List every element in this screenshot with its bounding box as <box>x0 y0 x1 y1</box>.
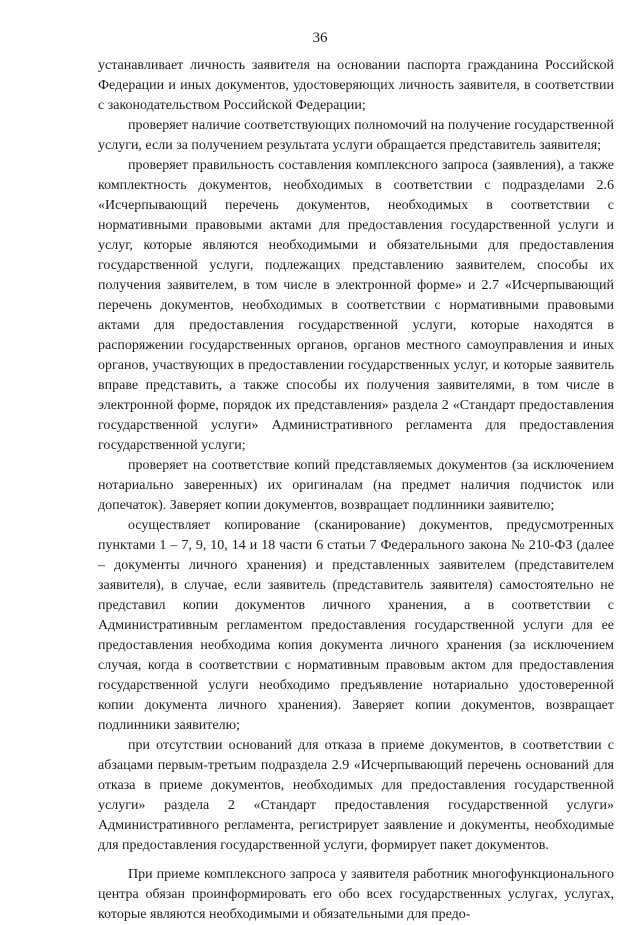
paragraph-copies-check: проверяет на соответствие копий представляемых документов (за исключением нотариально заверенных) их оригиналам (на предмет наличия подчисток или допечаток). Заверяет копии документов, возвращает подлинники заявителю; <box>98 458 614 513</box>
paragraph-mfc-informing: При приеме комплексного запроса у заявителя работник многофункционального центра обязан проинформировать его обо всех государственных услугах, услугах, которые являются необходимыми и обязательными для предо- <box>98 867 614 922</box>
paragraph-identity-check: устанавливает личность заявителя на основании паспорта гражданина Российской Федерации и иных документов, удостоверяющих личность заявителя, в соответствии с законодательством Российской Федерации; <box>98 58 614 113</box>
page-number: 36 <box>312 30 328 46</box>
paragraph-scanning: осуществляет копирование (сканирование) документов, предусмотренных пунктами 1 – 7, 9, 10, 14 и 18 части 6 статьи 7 Федерального закона № 210-ФЗ (далее – документы личного хранения) и представленных заявителем (представителем заявителя), в случае, если заявитель (представитель заявителя) самостоятельно не представил копии документов личного хранения, а в соответствии с Административным регламентом предоставления государственной услуги для ее предоставления необходима копия документа личного хранения (за исключением случая, когда в соответствии с нормативным правовым актом для предоставления государственной услуги необходимо предъявление нотариально удостоверенной копии документа личного хранения). Заверяет копии документов, возвращает подлинники заявителю; <box>98 518 614 733</box>
paragraph-request-check: проверяет правильность составления комплексного запроса (заявления), а также комплектность документов, необходимых в соответствии с подразделами 2.6 «Исчерпывающий перечень документов, необходимых в соответствии с нормативными правовыми актами для предоставления государственной услуги и услуг, которые являются необходимыми и обязательными для предоставления государственной услуги, подлежащих представлению заявителем, способы их получения заявителем, в том числе в электронной форме» и 2.7 «Исчерпывающий перечень документов, необходимых в соответствии с нормативными правовыми актами для предоставления государственной услуги, которые находятся в распоряжении государственных органов, органов местного самоуправления и иных органов, участвующих в предоставлении государственных услуг, и которые заявитель вправе представить, а также способы их получения заявителями, в том числе в электронной форме, порядок их представления» раздела 2 «Стандарт предоставления государственной услуги» Административного регламента для предоставления государственной услуги; <box>98 158 614 453</box>
paragraph-authority-check: проверяет наличие соответствующих полномочий на получение государственной услуги, если за получением результата услуги обращается представитель заявителя; <box>98 118 614 153</box>
paragraph-registration: при отсутствии оснований для отказа в приеме документов, в соответствии с абзацами первым-третьим подраздела 2.9 «Исчерпывающий перечень оснований для отказа в приеме документов, необходимых для предоставления государственной услуги» раздела 2 «Стандарт предоставления государственной услуги» Административного регламента, регистрирует заявление и документы, необходимые для предоставления государственной услуги, формирует пакет документов. <box>98 738 614 853</box>
body-text <box>98 56 614 925</box>
